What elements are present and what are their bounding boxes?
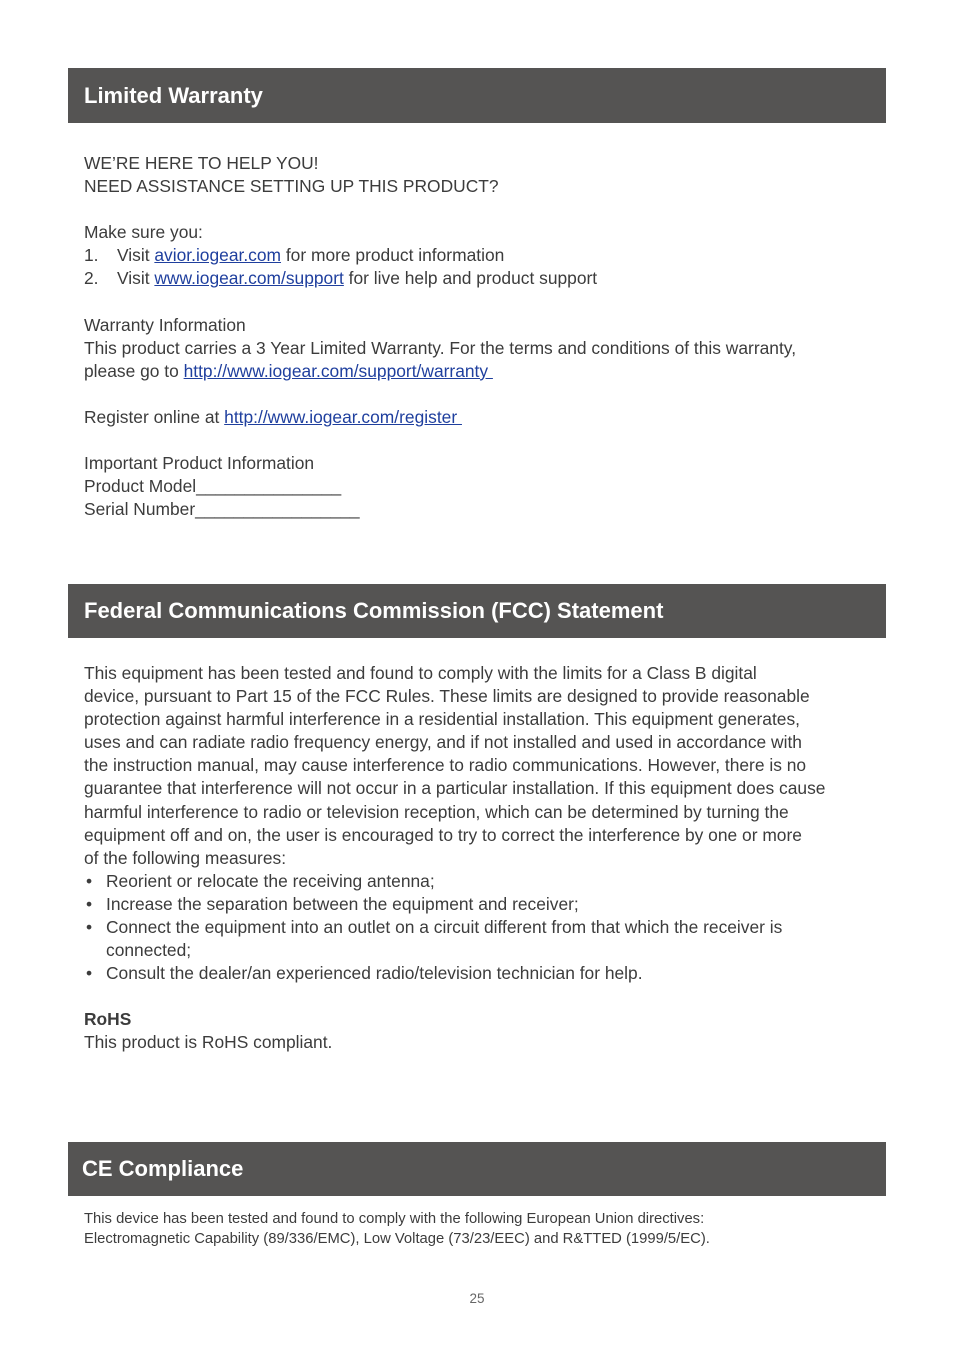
fcc-bullet-item bbox=[84, 916, 884, 939]
fcc-title: Federal Communications Commission (FCC) Statement bbox=[84, 598, 664, 623]
bullet-dot: • bbox=[86, 870, 93, 891]
step-1-suffix: for more product information bbox=[281, 245, 505, 266]
make-sure-label: Make sure you: bbox=[84, 222, 203, 243]
fcc-paragraph-line: uses and can radiate radio frequency energy, and if not installed and used in accordance with bbox=[84, 732, 802, 753]
serial-number-field: Serial Number_________________ bbox=[84, 499, 360, 520]
important-info-heading: Important Product Information bbox=[84, 453, 315, 474]
support-link[interactable]: www.iogear.com/support bbox=[154, 268, 344, 289]
fcc-paragraph-line: the instruction manual, may cause interference to radio communications. However, there is no bbox=[84, 755, 807, 776]
bullet-dot: • bbox=[86, 893, 93, 914]
step-2-suffix: for live help and product support bbox=[343, 268, 598, 289]
fcc-paragraph-line: device, pursuant to Part 15 of the FCC Rules. These limits are designed to provide reasonable bbox=[84, 686, 810, 707]
rohs-title: RoHS bbox=[84, 1009, 132, 1029]
warranty-info-line-1: This product carries a 3 Year Limited Warranty. For the terms and conditions of this warranty, bbox=[84, 337, 797, 358]
fcc-bullet-continuation bbox=[84, 939, 884, 962]
fcc-paragraph-line: harmful interference to radio or television reception, which can be determined by turning the bbox=[84, 801, 789, 822]
fcc-paragraph-line: This equipment has been tested and found to comply with the limits for a Class B digital bbox=[84, 663, 757, 683]
page-number: 25 bbox=[469, 1291, 485, 1306]
warranty-body bbox=[84, 152, 796, 522]
ce-title: CE Compliance bbox=[82, 1156, 244, 1181]
product-model-field: Product Model_______________ bbox=[84, 476, 342, 497]
fcc-paragraph-line: of the following measures: bbox=[84, 847, 287, 868]
fcc-bullet-item bbox=[84, 870, 884, 893]
warranty-info-heading: Warranty Information bbox=[84, 314, 246, 335]
warranty-link[interactable]: http://www.iogear.com/support/warranty bbox=[183, 360, 493, 381]
step-2-number: 2. bbox=[84, 268, 99, 289]
bullet-text: Increase the separation between the equipment and receiver; bbox=[106, 893, 579, 914]
bullet-dot: • bbox=[86, 917, 93, 938]
bullet-text: connected; bbox=[106, 940, 192, 961]
step-1 bbox=[84, 244, 796, 267]
help-line-2: NEED ASSISTANCE SETTING UP THIS PRODUCT? bbox=[84, 176, 499, 197]
warranty-info-prefix: please go to bbox=[84, 360, 184, 381]
fcc-body bbox=[84, 662, 884, 985]
warranty-header-bar bbox=[68, 68, 886, 123]
warranty-title: Limited Warranty bbox=[84, 82, 263, 108]
register-link[interactable]: http://www.iogear.com/register bbox=[224, 407, 462, 428]
step-2-prefix: Visit bbox=[117, 268, 155, 289]
ce-body bbox=[84, 1210, 710, 1249]
fcc-paragraph-line: protection against harmful interference in a residential installation. This equipment generates, bbox=[84, 709, 801, 730]
fcc-bullet-item bbox=[84, 962, 884, 985]
ce-line-2: Electromagnetic Capability (89/336/EMC), Low Voltage (73/23/EEC) and R&TTED (1999/5/EC). bbox=[84, 1230, 710, 1247]
fcc-paragraph-line: guarantee that interference will not occur in a particular installation. If this equipment does cause bbox=[84, 778, 826, 799]
register-line bbox=[84, 406, 796, 429]
bullet-text: Consult the dealer/an experienced radio/television technician for help. bbox=[106, 963, 643, 984]
ce-line-1: This device has been tested and found to comply with the following European Union directives: bbox=[84, 1211, 705, 1227]
fcc-bullet-item bbox=[84, 893, 884, 916]
step-1-number: 1. bbox=[84, 245, 99, 266]
rohs-text: This product is RoHS compliant. bbox=[84, 1032, 333, 1052]
step-1-prefix: Visit bbox=[117, 245, 155, 266]
bullet-text: Connect the equipment into an outlet on a circuit different from that which the receiver is bbox=[106, 917, 783, 938]
bullet-text: Reorient or relocate the receiving antenna; bbox=[106, 870, 435, 891]
help-line-1: WE’RE HERE TO HELP YOU! bbox=[84, 153, 319, 173]
fcc-paragraph-line: equipment off and on, the user is encouraged to try to correct the interference by one or more bbox=[84, 824, 802, 845]
avior-link[interactable]: avior.iogear.com bbox=[154, 245, 282, 266]
bullet-dot: • bbox=[86, 963, 93, 984]
fcc-header-bar bbox=[68, 584, 886, 638]
step-2 bbox=[84, 267, 796, 290]
register-prefix: Register online at bbox=[84, 407, 225, 428]
warranty-info-line-2 bbox=[84, 360, 796, 383]
ce-header-bar bbox=[68, 1142, 886, 1196]
